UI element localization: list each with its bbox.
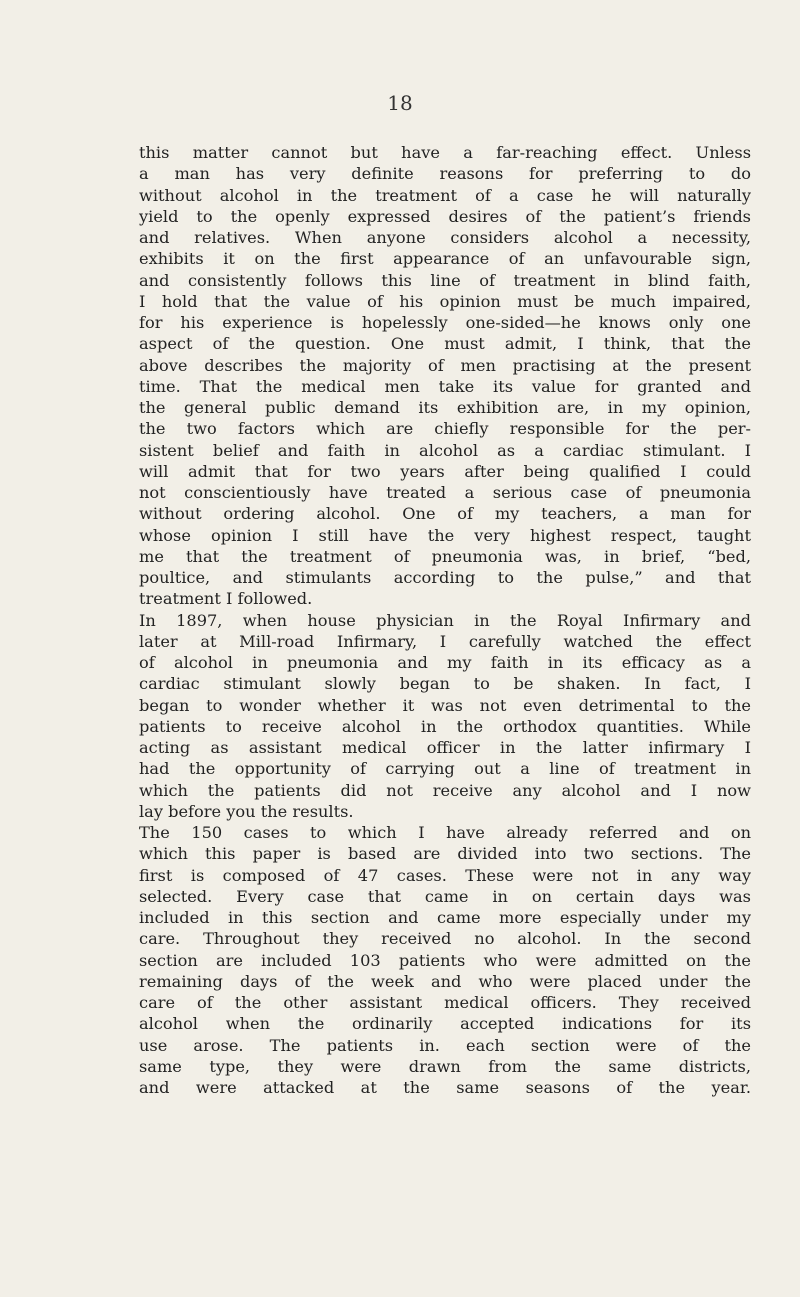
- text-line: me that the treatment of pneumonia was, in brief, “bed,: [139, 546, 751, 566]
- text-line: I hold that the value of his opinion must be much impaired,: [139, 291, 751, 311]
- text-line: treatment I followed.: [139, 589, 313, 609]
- text-line: and relatives. When anyone considers alcohol a necessity,: [139, 228, 751, 247]
- text-line: exhibits it on the first appearance of an unfavourable sign,: [139, 249, 751, 269]
- text-line: sistent belief and faith in alcohol as a cardiac stimulant. I: [139, 440, 751, 460]
- text-line: of alcohol in pneumonia and my faith in its efficacy as a: [139, 653, 751, 672]
- text-line: alcohol when the ordinarily accepted indications for its: [139, 1014, 751, 1034]
- text-line: care. Throughout they received no alcohol. In the second: [139, 929, 751, 949]
- text-line: aspect of the question. One must admit, I think, that the: [139, 334, 751, 354]
- text-line: for his experience is hopelessly one-sided—he knows only one: [139, 313, 751, 332]
- text-line: whose opinion I still have the very highest respect, taught: [139, 525, 751, 545]
- text-line: first is composed of 47 cases. These were not in any way: [139, 865, 751, 885]
- text-line: the general public demand its exhibition are, in my opinion,: [139, 398, 751, 417]
- text-line: included in this section and came more especially under my: [139, 908, 751, 927]
- text-line: acting as assistant medical officer in the latter infirmary I: [139, 738, 751, 757]
- text-line: poultice, and stimulants according to the pulse,” and that: [139, 568, 751, 587]
- text-line: lay before you the results.: [139, 801, 354, 821]
- text-line: patients to receive alcohol in the orthodox quantities. While: [139, 716, 751, 736]
- text-line: not conscientiously have treated a serious case of pneumonia: [139, 483, 751, 502]
- text-line: which this paper is based are divided into two sections. The: [139, 844, 751, 864]
- text-line: without ordering alcohol. One of my teachers, a man for: [139, 504, 751, 524]
- text-line: use arose. The patients in. each section were of the: [139, 1035, 751, 1055]
- text-line: a man has very definite reasons for preferring to do: [139, 164, 751, 184]
- text-line: began to wonder whether it was not even detrimental to the: [139, 695, 751, 715]
- text-line: remaining days of the week and who were placed under the: [139, 971, 751, 991]
- text-line: The 150 cases to which I have already referred and on: [139, 823, 751, 842]
- text-line: this matter cannot but have a far-reaching effect. Unless: [139, 143, 751, 162]
- text-line: and consistently follows this line of treatment in blind faith,: [139, 270, 751, 290]
- text-line: cardiac stimulant slowly began to be shaken. In fact, I: [139, 674, 751, 694]
- text-line: section are included 103 patients who were admitted on the: [139, 950, 751, 970]
- text-line: selected. Every case that came in on certain days was: [139, 886, 751, 906]
- body-text: [139, 142, 751, 1098]
- text-line: above describes the majority of men practising at the present: [139, 355, 751, 375]
- text-line: without alcohol in the treatment of a case he will naturally: [139, 185, 751, 205]
- text-line: had the opportunity of carrying out a line of treatment in: [139, 759, 751, 779]
- text-line: later at Mill-road Infirmary, I carefully watched the effect: [139, 631, 751, 651]
- page-number: 18: [387, 91, 413, 115]
- text-line: yield to the openly expressed desires of the patient’s friends: [139, 206, 751, 226]
- text-line: which the patients did not receive any alcohol and I now: [139, 780, 751, 800]
- text-line: will admit that for two years after being qualified I could: [139, 461, 751, 481]
- text-line: In 1897, when house physician in the Royal Infirmary and: [139, 610, 751, 630]
- text-line: and were attacked at the same seasons of the year.: [139, 1078, 751, 1097]
- text-line: same type, they were drawn from the same districts,: [139, 1056, 751, 1076]
- text-line: time. That the medical men take its value for granted and: [139, 376, 751, 396]
- text-line: the two factors which are chiefly responsible for the per-: [139, 419, 751, 439]
- text-line: care of the other assistant medical officers. They received: [139, 993, 751, 1012]
